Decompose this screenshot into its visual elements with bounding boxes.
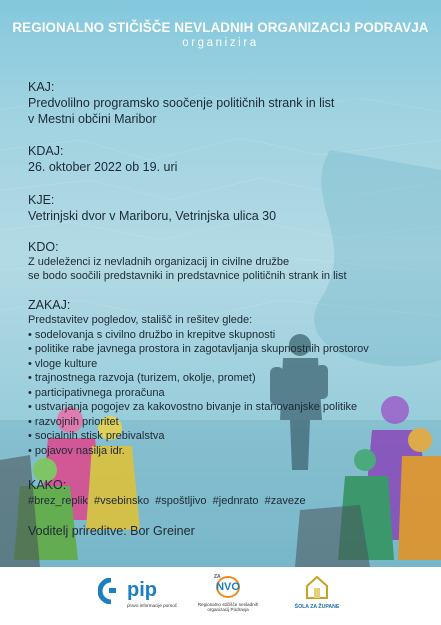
kaj-label: KAJ: — [28, 80, 55, 94]
nvo-logo — [197, 574, 259, 622]
sola-logo — [292, 574, 342, 622]
zakaj-topic-list — [28, 328, 369, 459]
section-kdaj — [28, 144, 177, 175]
nvo-caption: Regionalno stičišče nevladnih organizacij Podravja — [197, 602, 259, 612]
organizer-title: REGIONALNO STIČIŠČE NEVLADNIH ORGANIZACIJ PODRAVJA — [12, 20, 429, 35]
zakaj-intro: Predstavitev pogledov, stališč in rešitev glede: — [28, 314, 253, 326]
list-item: • politike rabe javnega prostora in zagotavljanja skupnostnih prostorov — [28, 342, 369, 357]
pip-icon — [98, 578, 128, 604]
section-moderator — [28, 523, 195, 539]
list-item: • socialnih stisk prebivalstva — [28, 429, 369, 444]
sola-wordmark: ŠOLA ZA ŽUPANE — [294, 604, 340, 610]
pip-logo — [98, 578, 178, 618]
list-item: • ustvarjanja pogojev za kakovostno bivanje in stanovanjske politike — [28, 400, 369, 415]
list-item: • sodelovanja s civilno družbo in krepitve skupnosti — [28, 328, 369, 343]
nvo-wordmark: NVO — [216, 581, 240, 593]
sola-house-icon — [305, 574, 329, 600]
list-item: • pojavov nasilja idr. — [28, 444, 369, 459]
kdo-line-2: se bodo soočili predstavniki in predstavnice političnih strank in list — [28, 269, 347, 282]
section-zakaj — [28, 298, 369, 458]
list-item: • trajnostnega razvoja (turizem, okolje, promet) — [28, 371, 369, 386]
kdaj-text: 26. oktober 2022 ob 19. uri — [28, 160, 178, 174]
pip-wordmark: pip — [127, 579, 157, 601]
kje-text: Vetrinjski dvor v Mariboru, Vetrinjska ulica 30 — [28, 209, 277, 223]
section-kako — [28, 478, 306, 509]
list-item: • vloge kulture — [28, 357, 369, 372]
list-item: • participativnega proračuna — [28, 386, 369, 401]
pip-tagline: pravo informacije pomoč — [127, 603, 178, 608]
moderator-text: Voditelj prireditve: Bor Greiner — [28, 524, 195, 538]
section-kje — [28, 193, 276, 224]
zakaj-label: ZAKAJ: — [28, 298, 71, 312]
kdo-label: KDO: — [28, 240, 59, 254]
kdo-line-1: Z udeleženci iz nevladnih organizacij in civilne družbe — [28, 256, 290, 268]
list-item: • razvojnih prioritet — [28, 415, 369, 430]
kaj-line-1: Predvolilno programsko soočenje političnih strank in list — [28, 96, 335, 110]
kako-hashtags: #brez_replik #vsebinsko #spoštljivo #jednrato #zaveze — [28, 495, 306, 507]
kako-label: KAKO: — [28, 478, 67, 492]
kaj-line-2: v Mestni občini Maribor — [28, 112, 157, 126]
kdaj-label: KDAJ: — [28, 144, 64, 158]
kje-label: KJE: — [28, 193, 55, 207]
section-kaj — [28, 80, 334, 127]
organizer-subtitle: organizira — [182, 37, 259, 49]
sponsor-footer — [0, 567, 441, 625]
nvo-prefix: ZA — [214, 574, 221, 580]
section-kdo — [28, 240, 347, 283]
